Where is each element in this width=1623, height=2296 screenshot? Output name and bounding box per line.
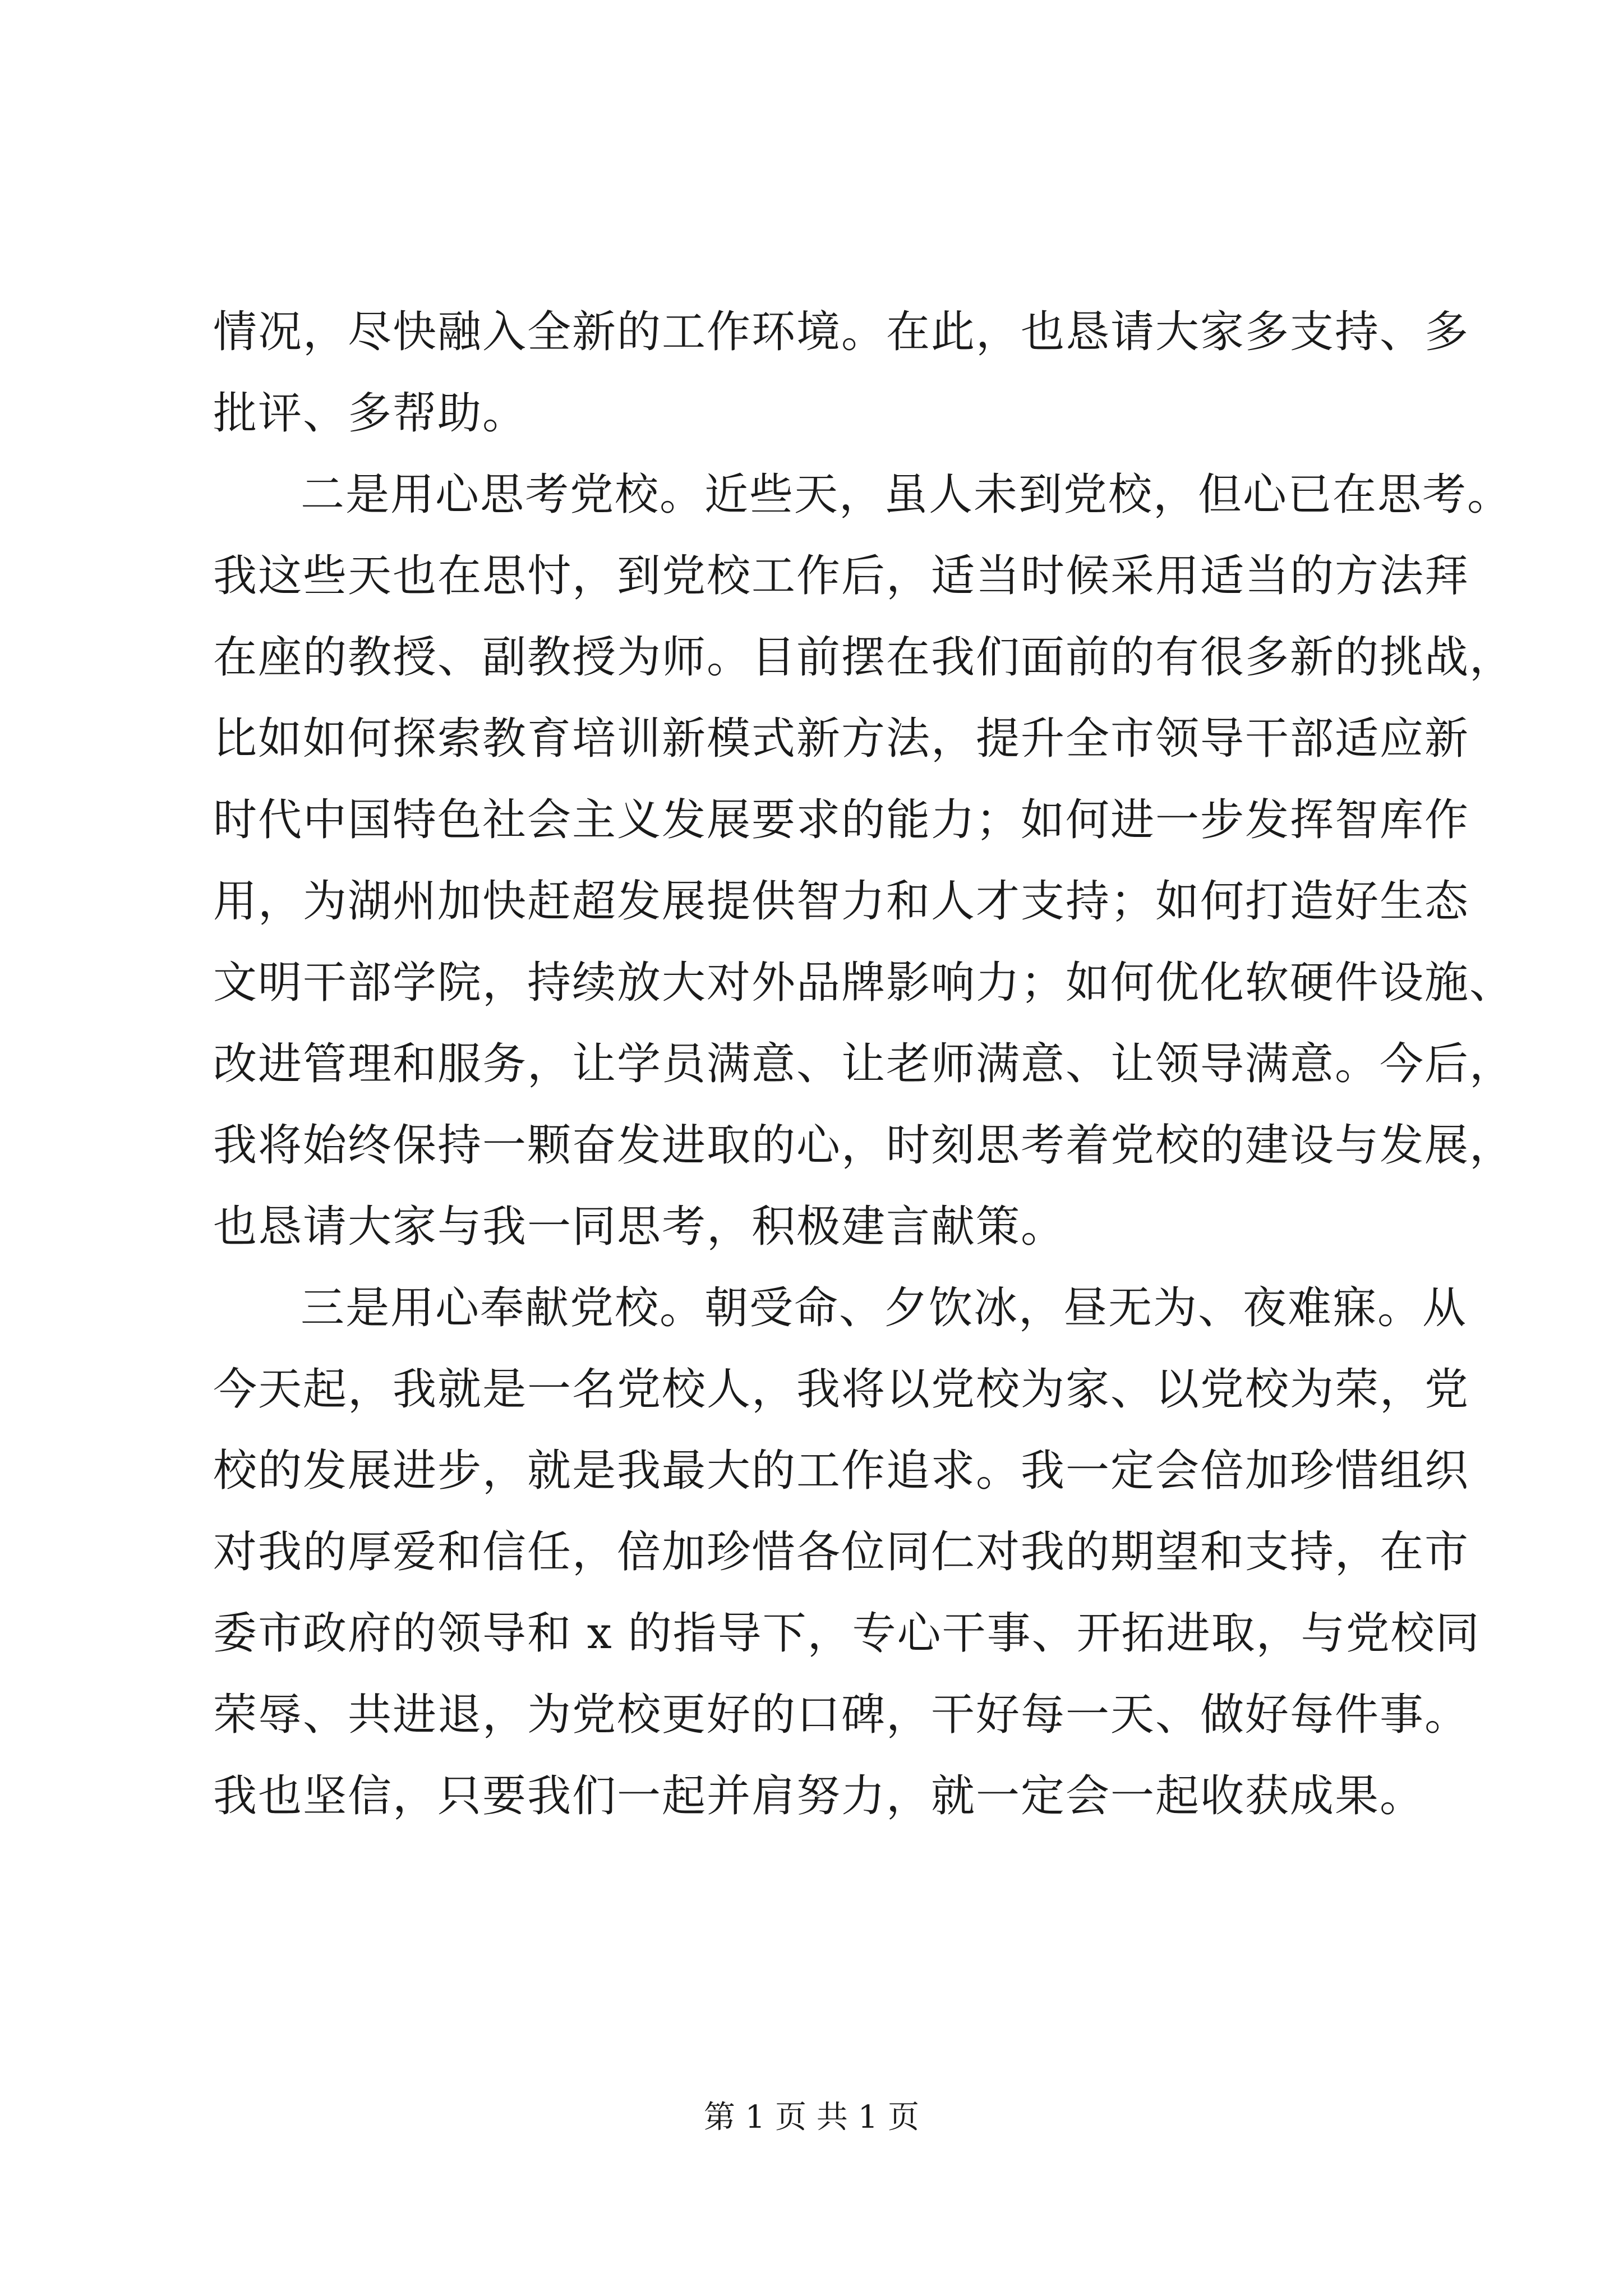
text-line: 时代中国特色社会主义发展要求的能力；如何进一步发挥智库作 bbox=[213, 795, 1470, 845]
text-line: 校的发展进步，就是我最大的工作追求。我一定会倍加珍惜组织 bbox=[213, 1446, 1470, 1496]
text-line: 改进管理和服务，让学员满意、让老师满意、让领导满意。今后， bbox=[213, 1039, 1515, 1089]
text-line: 今天起，我就是一名党校人，我将以党校为家、以党校为荣，党 bbox=[213, 1364, 1470, 1415]
text-line: 荣辱、共进退，为党校更好的口碑，干好每一天、做好每件事。 bbox=[213, 1690, 1470, 1740]
document-body bbox=[213, 292, 1515, 1837]
text-line: 三是用心奉献党校。朝受命、夕饮冰，昼无为、夜难寐。从 bbox=[301, 1283, 1468, 1333]
text-line: 文明干部学院，持续放大对外品牌影响力；如何优化软硬件设施、 bbox=[213, 958, 1515, 1008]
page-footer: 第 1 页 共 1 页 bbox=[703, 2099, 920, 2136]
text-line: 委市政府的领导和 x 的指导下，专心干事、开拓进取，与党校同 bbox=[213, 1608, 1481, 1659]
text-line: 我将始终保持一颗奋发进取的心，时刻思考着党校的建设与发展， bbox=[213, 1120, 1515, 1171]
text-line: 在座的教授、副教授为师。目前摆在我们面前的有很多新的挑战， bbox=[213, 632, 1515, 683]
text-line: 也恳请大家与我一同思考，积极建言献策。 bbox=[213, 1202, 1066, 1252]
text-line: 批评、多帮助。 bbox=[213, 388, 528, 439]
text-line: 情况，尽快融入全新的工作环境。在此，也恳请大家多支持、多 bbox=[213, 307, 1470, 357]
text-line: 用，为湖州加快赶超发展提供智力和人才支持；如何打造好生态 bbox=[213, 876, 1470, 927]
text-line: 我这些天也在思忖，到党校工作后，适当时候采用适当的方法拜 bbox=[213, 551, 1470, 601]
text-line: 我也坚信，只要我们一起并肩努力，就一定会一起收获成果。 bbox=[213, 1771, 1425, 1821]
text-line: 二是用心思考党校。近些天，虽人未到党校，但心已在思考。 bbox=[301, 470, 1513, 520]
text-line: 比如如何探索教育培训新模式新方法，提升全市领导干部适应新 bbox=[213, 714, 1470, 764]
text-line: 对我的厚爱和信任，倍加珍惜各位同仁对我的期望和支持，在市 bbox=[213, 1527, 1470, 1577]
